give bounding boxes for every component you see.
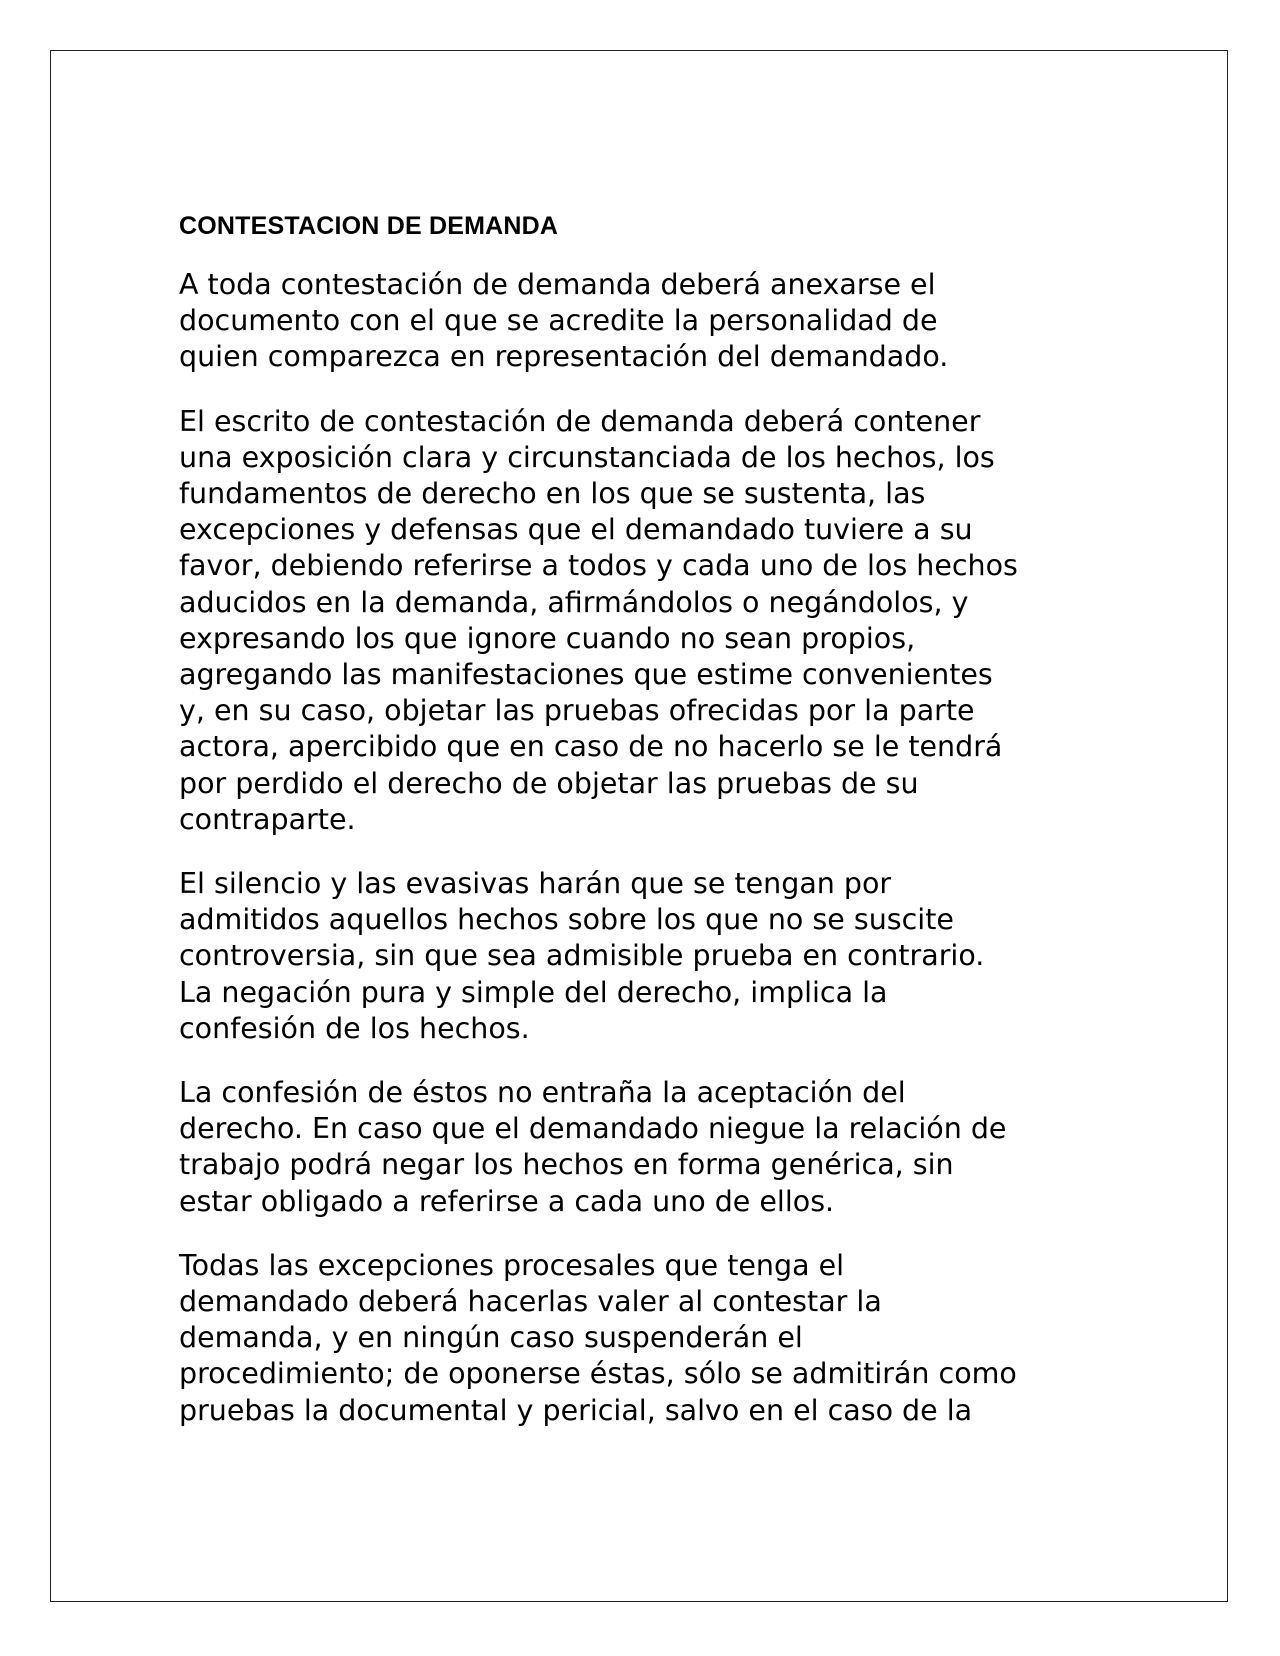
paragraph-4: La confesión de éstos no entraña la aceptación del derecho. En caso que el demandado niegue la relación de trabajo podrá negar los hechos en forma genérica, sin estar obligado a referirse a cada uno de ellos.	[179, 1076, 1007, 1218]
document-body	[179, 211, 1139, 1457]
document-page	[50, 50, 1228, 1602]
paragraph-1: A toda contestación de demanda deberá anexarse el documento con el que se acredite la personalidad de quien comparezca en representación del demandado.	[179, 268, 949, 374]
paragraph-3: El silencio y las evasivas harán que se tengan por admitidos aquellos hechos sobre los que no se suscite controversia, sin que sea admisible prueba en contrario. La negación pura y simple del derecho, implica la confesión de los hechos.	[179, 867, 985, 1045]
paragraph-5: Todas las excepciones procesales que tenga el demandado deberá hacerlas valer al contestar la demanda, y en ningún caso suspenderán el procedimiento; de oponerse éstas, sólo se admitirán como pruebas la documental y pericial, salvo en el caso de la	[179, 1248, 1017, 1427]
document-title: CONTESTACION DE DEMANDA	[179, 212, 559, 240]
paragraph-2: El escrito de contestación de demanda deberá contener una exposición clara y circunstanciada de los hechos, los fundamentos de derecho en los que se sustenta, las excepciones y defensas que el demandado tuviere a su favor, debiendo referirse a todos y cada uno de los hechos aducidos en la demanda, afirmándolos o negándolos, y expresando los que ignore cuando no sean propios, agregando las manifestaciones que estime convenientes y, en su caso, objetar las pruebas ofrecidas por la parte actora, apercibido que en caso de no hacerlo se le tendrá por perdido el derecho de objetar las pruebas de su contraparte.	[179, 404, 1018, 836]
